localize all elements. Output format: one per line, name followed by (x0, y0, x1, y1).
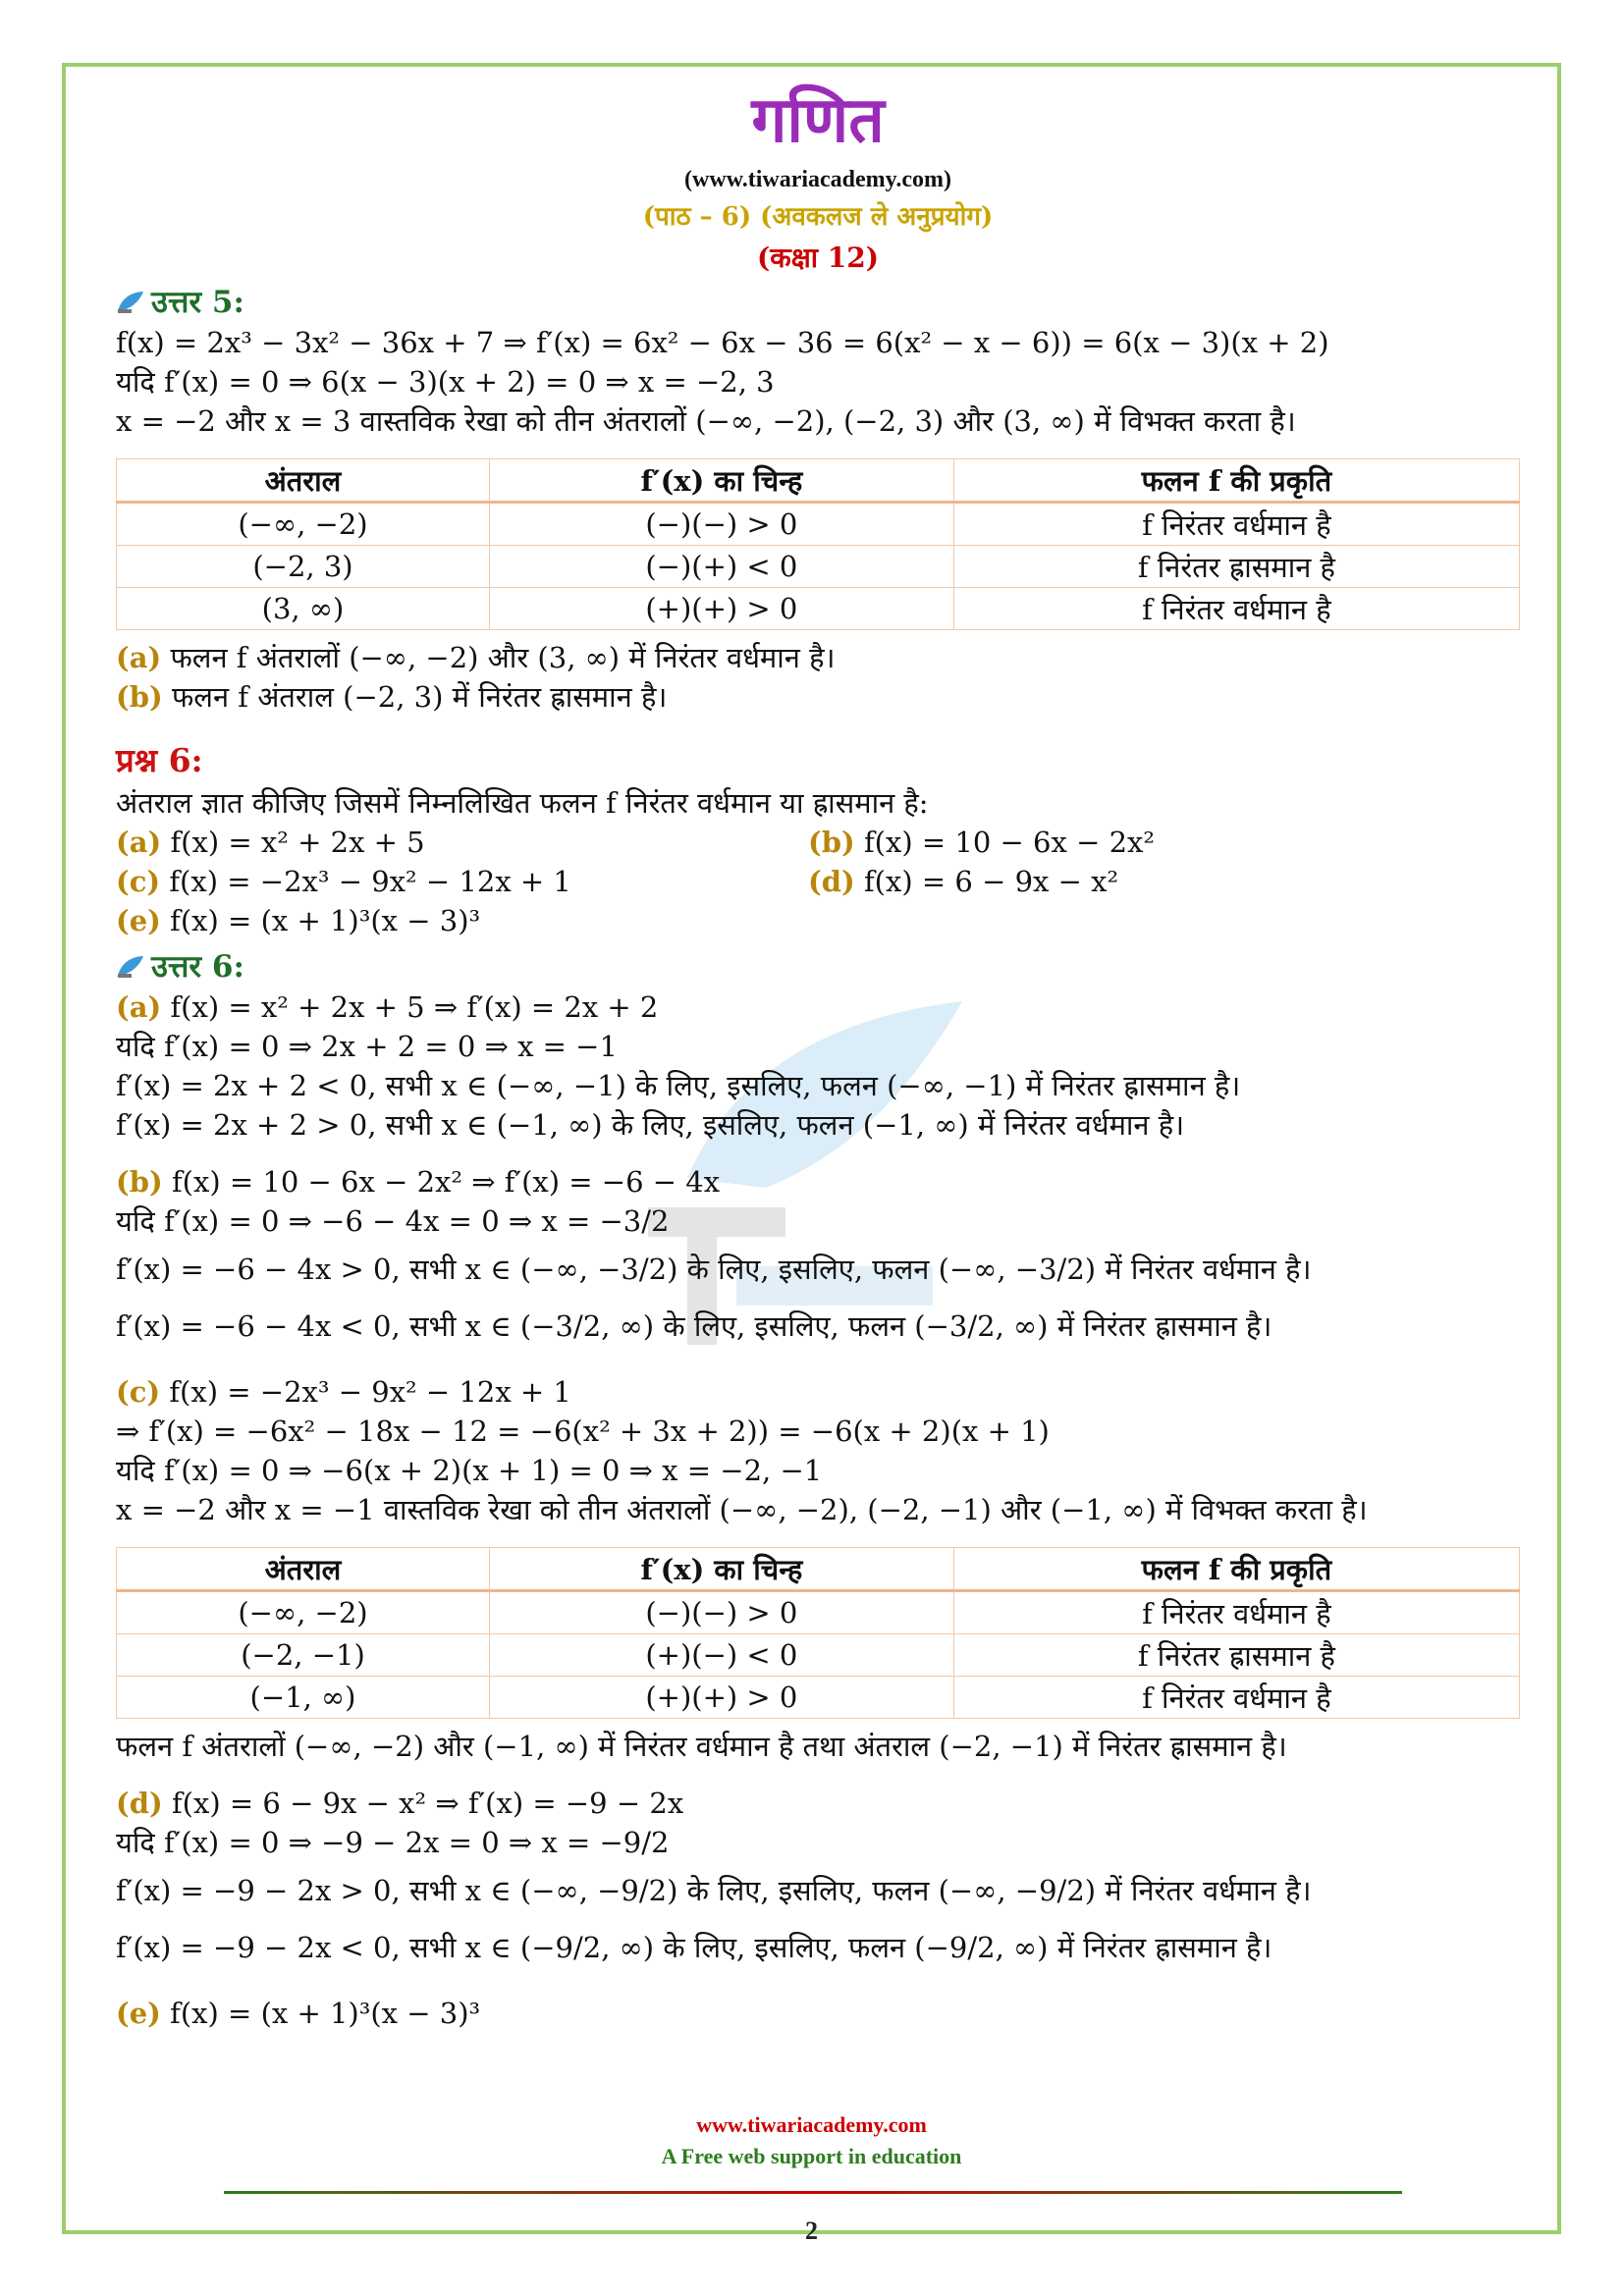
class-label: (कक्षा 12) (756, 241, 880, 274)
question6-part-a: (a) f(x) = x² + 2x + 5 (116, 826, 425, 859)
footer-divider (224, 2191, 1402, 2194)
answer6c-line4: x = −2 और x = −1 वास्तविक रेखा को तीन अंतरालों (−∞, −2), (−2, −1) और (−1, ∞) में विभक्त करता है। (116, 1493, 1368, 1526)
table-cell: f निरंतर ह्रासमान है (953, 546, 1519, 588)
footer-tagline: A Free web support in education (661, 2144, 962, 2168)
question6-row-cd (116, 862, 1520, 901)
table-cell: (3, ∞) (117, 588, 490, 630)
table-header-row (117, 1548, 1520, 1591)
table-cell: f निरंतर वर्धमान है (953, 588, 1519, 630)
question6-part-e: (e) f(x) = (x + 1)³(x − 3)³ (116, 904, 481, 937)
answer6a-line1: (a) f(x) = x² + 2x + 5 ⇒ f′(x) = 2x + 2 (116, 990, 659, 1024)
answer6b-line4: f′(x) = −6 − 4x < 0, सभी x ∈ (−3/2, ∞) के लिए, इसलिए, फलन (−3/2, ∞) में निरंतर ह्रासमान है। (116, 1309, 1272, 1343)
table-cell: (−)(+) < 0 (489, 546, 953, 588)
question6-prompt: अंतराल ज्ञात कीजिए जिसमें निम्नलिखित फलन f निरंतर वर्धमान या ह्रासमान है: (116, 786, 929, 820)
question6-part-c: (c) f(x) = −2x³ − 9x² − 12x + 1 (116, 865, 571, 898)
answer6d-line4: f′(x) = −9 − 2x < 0, सभी x ∈ (−9/2, ∞) के लिए, इसलिए, फलन (−9/2, ∞) में निरंतर ह्रासमान है। (116, 1931, 1272, 1964)
table-row (117, 1677, 1520, 1719)
table-row (117, 546, 1520, 588)
question6-row-ab (116, 823, 1520, 862)
header-site: (www.tiwariacademy.com) (684, 167, 951, 192)
table-cell: (−2, 3) (117, 546, 490, 588)
answer6b-line1: (b) f(x) = 10 − 6x − 2x² ⇒ f′(x) = −6 − 4x (116, 1165, 721, 1199)
answer6b-line3: f′(x) = −6 − 4x > 0, सभी x ∈ (−∞, −3/2) के लिए, इसलिए, फलन (−∞, −3/2) में निरंतर वर्धमान है। (116, 1253, 1312, 1286)
table-row (117, 588, 1520, 630)
answer6c-line3: यदि f′(x) = 0 ⇒ −6(x + 2)(x + 1) = 0 ⇒ x = −2, −1 (116, 1454, 823, 1487)
answer5-heading: उत्तर 5: (116, 282, 1520, 323)
answer5-conclusion-b: (b) फलन f अंतराल (−2, 3) में निरंतर ह्रासमान है। (116, 680, 668, 714)
question6-part-b: (b) f(x) = 10 − 6x − 2x² (808, 826, 1156, 859)
answer6d-line3: f′(x) = −9 − 2x > 0, सभी x ∈ (−∞, −9/2) के लिए, इसलिए, फलन (−∞, −9/2) में निरंतर वर्धमान है। (116, 1874, 1312, 1907)
table-cell: (−2, −1) (117, 1634, 490, 1677)
table-cell: (−∞, −2) (117, 1591, 490, 1634)
table-row (117, 1634, 1520, 1677)
answer5-line3: x = −2 और x = 3 वास्तविक रेखा को तीन अंतरालों (−∞, −2), (−2, 3) और (3, ∞) में विभक्त करता है। (116, 404, 1296, 438)
table-cell: f निरंतर ह्रासमान है (953, 1634, 1519, 1677)
answer6a-line2: यदि f′(x) = 0 ⇒ 2x + 2 = 0 ⇒ x = −1 (116, 1030, 618, 1063)
page-title: गणित (751, 83, 885, 157)
table-cell: (+)(−) < 0 (489, 1634, 953, 1677)
chapter-label: (पाठ – 6) (अवकलज ले अनुप्रयोग) (642, 202, 994, 232)
table-cell: f निरंतर वर्धमान है (953, 1591, 1519, 1634)
answer6a-line3: f′(x) = 2x + 2 < 0, सभी x ∈ (−∞, −1) के लिए, इसलिए, फलन (−∞, −1) में निरंतर ह्रासमान है। (116, 1069, 1241, 1102)
table-row (117, 503, 1520, 546)
table-header: अंतराल (117, 459, 490, 503)
table-header: f′(x) का चिन्ह (489, 459, 953, 503)
table-cell: (−)(−) > 0 (489, 503, 953, 546)
table-header: फलन f की प्रकृति (953, 1548, 1519, 1591)
question6-heading: प्रश्न 6: (116, 741, 203, 779)
leaf-icon (116, 290, 145, 315)
table-cell: (+)(+) > 0 (489, 1677, 953, 1719)
answer5-sign-table (116, 458, 1520, 630)
table-header: फलन f की प्रकृति (953, 459, 1519, 503)
table-cell: (−)(−) > 0 (489, 1591, 953, 1634)
table-header-row (117, 459, 1520, 503)
table-header: अंतराल (117, 1548, 490, 1591)
footer-site-link[interactable]: www.tiwariacademy.com (696, 2112, 927, 2137)
leaf-icon (116, 954, 145, 980)
page-content (116, 77, 1520, 2033)
answer6c-sign-table (116, 1547, 1520, 1719)
table-cell: f निरंतर वर्धमान है (953, 1677, 1519, 1719)
table-cell: f निरंतर वर्धमान है (953, 503, 1519, 546)
table-cell: (−1, ∞) (117, 1677, 490, 1719)
answer6c-line2: ⇒ f′(x) = −6x² − 18x − 12 = −6(x² + 3x + 2)) = −6(x + 2)(x + 1) (116, 1415, 1050, 1448)
answer6c-line1: (c) f(x) = −2x³ − 9x² − 12x + 1 (116, 1375, 571, 1409)
answer6b-line2: यदि f′(x) = 0 ⇒ −6 − 4x = 0 ⇒ x = −3/2 (116, 1204, 670, 1238)
answer5-conclusion-a: (a) फलन f अंतरालों (−∞, −2) और (3, ∞) में निरंतर वर्धमान है। (116, 641, 836, 674)
answer6a-line4: f′(x) = 2x + 2 > 0, सभी x ∈ (−1, ∞) के लिए, इसलिए, फलन (−1, ∞) में निरंतर वर्धमान है। (116, 1108, 1185, 1142)
table-row (117, 1591, 1520, 1634)
answer6d-line2: यदि f′(x) = 0 ⇒ −9 − 2x = 0 ⇒ x = −9/2 (116, 1826, 670, 1859)
answer5-line2: यदि f′(x) = 0 ⇒ 6(x − 3)(x + 2) = 0 ⇒ x = −2, 3 (116, 365, 775, 399)
answer6c-conclusion: फलन f अंतरालों (−∞, −2) और (−1, ∞) में निरंतर वर्धमान है तथा अंतराल (−2, −1) में निरंतर ह्रासमान है। (116, 1730, 1287, 1763)
answer6e-line1: (e) f(x) = (x + 1)³(x − 3)³ (116, 1997, 481, 2030)
table-cell: (+)(+) > 0 (489, 588, 953, 630)
table-header: f′(x) का चिन्ह (489, 1548, 953, 1591)
table-cell: (−∞, −2) (117, 503, 490, 546)
answer6-heading: उत्तर 6: (116, 946, 1520, 988)
page-number: 2 (805, 2216, 818, 2245)
question6-part-d: (d) f(x) = 6 − 9x − x² (808, 865, 1119, 898)
answer6d-line1: (d) f(x) = 6 − 9x − x² ⇒ f′(x) = −9 − 2x (116, 1787, 684, 1820)
answer5-line1: f(x) = 2x³ − 3x² − 36x + 7 ⇒ f′(x) = 6x² − 6x − 36 = 6(x² − x − 6)) = 6(x − 3)(x + 2) (116, 326, 1329, 359)
